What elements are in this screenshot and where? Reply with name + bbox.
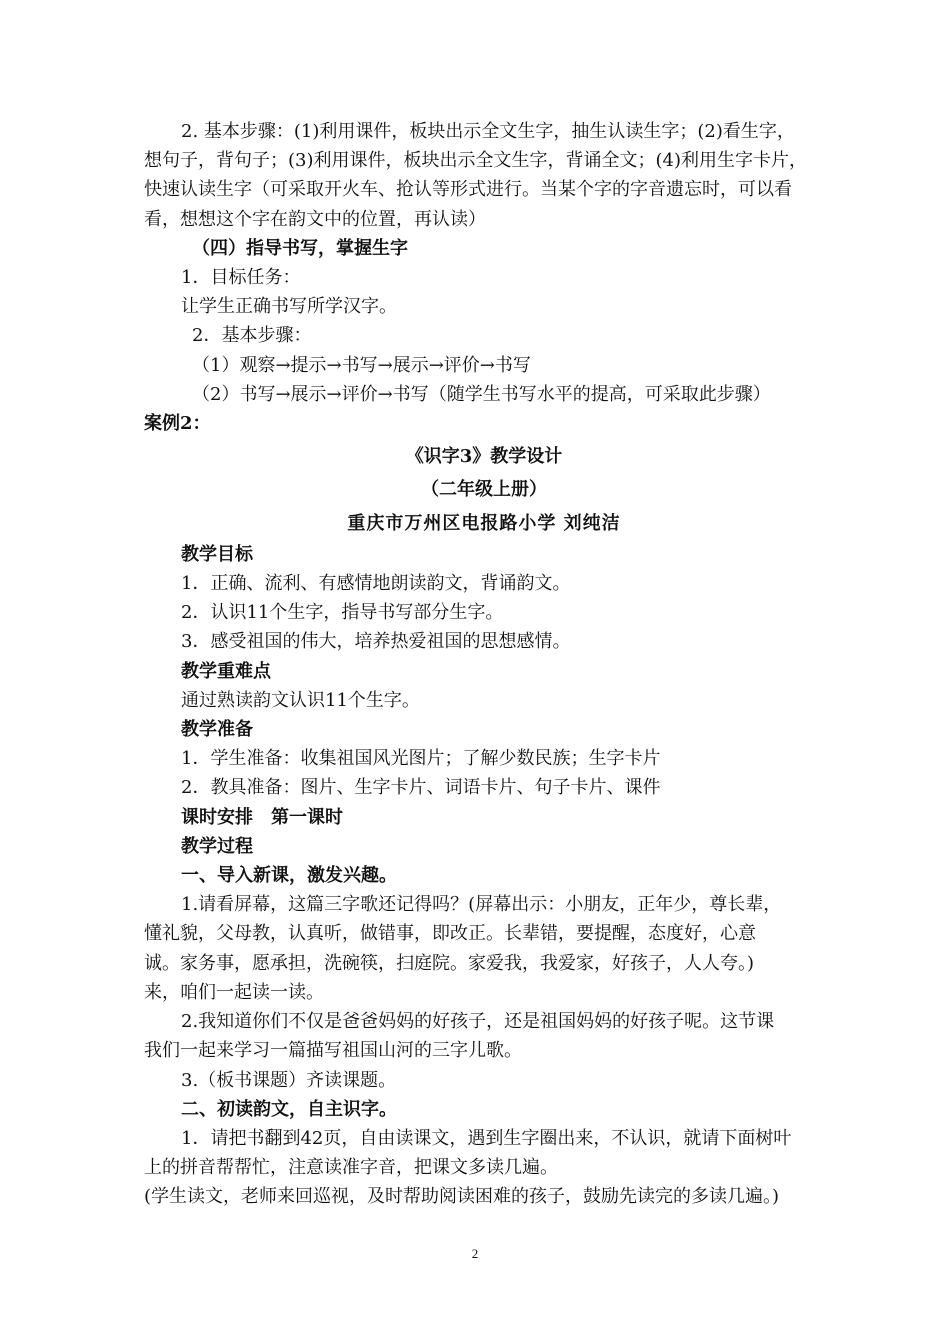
paragraph-line: 1.请看屏幕，这篇三字歌还记得吗？(屏幕出示：小朋友，正年少，尊长辈， [181,894,782,916]
document-title: 《识字3》教学设计 [405,446,563,468]
paragraph-line: 3．感受祖国的伟大，培养热爱祖国的思想感情。 [181,631,571,653]
paragraph-line: 1．目标任务： [181,267,301,289]
section-heading: 教学过程 [181,835,253,857]
page-number: 2 [471,1246,479,1261]
paragraph-line: 看，想想这个字在韵文中的位置，再认读） [144,208,486,230]
paragraph-line: 诚。家务事，愿承担，洗碗筷，扫庭院。家爱我，我爱家，好孩子，人人夸。) [144,952,755,974]
paragraph-line: 3.（板书课题）齐读课题。 [181,1069,397,1091]
paragraph-line: 2．教具准备：图片、生字卡片、词语卡片、句子卡片、课件 [181,777,661,799]
author-line: 重庆市万州区电报路小学 刘纯洁 [347,512,621,534]
section-heading: 一、导入新课，激发兴趣。 [181,865,397,887]
paragraph-line: 想句子，背句子；(3)利用课件，板块出示全文生字，背诵全文；(4)利用生字卡片， [144,150,807,172]
document-body [144,117,824,1212]
paragraph-line: 2.我知道你们不仅是爸爸妈妈的好孩子，还是祖国妈妈的好孩子呢。这节课 [181,1011,775,1033]
paragraph-line: 1．正确、流利、有感情地朗读韵文，背诵韵文。 [181,573,571,595]
paragraph-line: 2．认识11个生字，指导书写部分生字。 [181,602,504,624]
paragraph-line: 来，咱们一起读一读。 [144,981,324,1003]
paragraph-line: 快速认读生字（可采取开火车、抢认等形式进行。当某个字的字音遗忘时，可以看 [144,179,792,201]
paragraph-line: （2）书写→展示→评价→书写（随学生书写水平的提高，可采取此步骤） [192,383,771,405]
paragraph-line: （1）观察→提示→书写→展示→评价→书写 [192,354,531,376]
case-heading: 案例2： [144,413,211,435]
paragraph-line: (学生读文，老师来回巡视，及时帮助阅读困难的孩子，鼓励先读完的多读几遍。) [144,1186,780,1208]
paragraph-line: 懂礼貌，父母教，认真听，做错事，即改正。长辈错，要提醒，态度好，心意 [144,923,756,945]
section-heading: 二、初读韵文，自主识字。 [181,1098,397,1120]
section-heading: （四）指导书写，掌握生字 [192,237,408,259]
paragraph-line: 通过熟读韵文认识11个生字。 [181,689,420,711]
paragraph-line: 2．基本步骤： [192,325,312,347]
document-subtitle: （二年级上册） [421,479,547,501]
paragraph-line: 让学生正确书写所学汉字。 [181,296,397,318]
paragraph-line: 2. 基本步骤：(1)利用课件，板块出示全文生字，抽生认读生字；(2)看生字， [181,121,795,142]
section-heading: 教学准备 [181,719,253,741]
paragraph-line: 1．请把书翻到42页，自由读课文，遇到生字圈出来，不认识，就请下面树叶 [181,1127,792,1149]
paragraph-line: 我们一起来学习一篇描写祖国山河的三字儿歌。 [144,1040,522,1062]
paragraph-line: 1．学生准备：收集祖国风光图片；了解少数民族；生字卡片 [181,748,661,770]
paragraph-line: 上的拼音帮帮忙，注意读准字音，把课文多读几遍。 [144,1157,558,1179]
section-heading: 教学重难点 [181,660,271,682]
section-heading: 课时安排 第一课时 [181,806,343,828]
section-heading: 教学目标 [181,543,253,565]
